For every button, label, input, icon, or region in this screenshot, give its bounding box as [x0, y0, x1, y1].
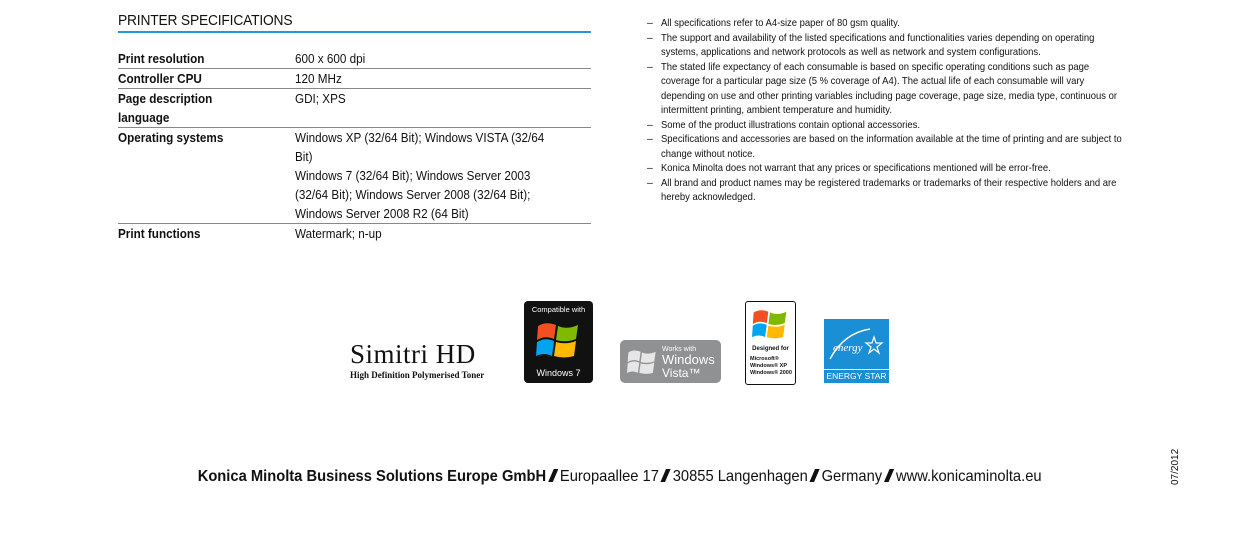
- row-value: 120 MHz: [295, 71, 342, 86]
- row-value: GDI; XPS: [295, 91, 346, 106]
- table-row: [118, 224, 591, 244]
- windows-vista-logo: Works with Windows Vista™: [620, 340, 721, 383]
- list-item: – Some of the product illustrations contain optional accessories.: [647, 118, 920, 131]
- row-value: Windows XP (32/64 Bit); Windows VISTA (32/64 Bit) Windows 7 (32/64 Bit); Windows Server 2003 (32/64 Bit); Windows Server 2008 (32/64 Bit); Windows Server 2008 R2 (64 Bit): [295, 130, 545, 221]
- separator-icon: [884, 469, 894, 482]
- separator-icon: [661, 469, 671, 482]
- footnotes-list: [647, 16, 1137, 205]
- row-key: Page description language: [118, 91, 213, 125]
- list-item: – Specifications and accessories are based on the information available at the time of printing and are subject to change without notice.: [647, 133, 1122, 160]
- row-key: Print resolution: [118, 51, 205, 66]
- table-row: [118, 128, 591, 224]
- windows-flag-icon: [627, 347, 657, 377]
- row-key: Operating systems: [118, 130, 224, 145]
- row-value: 600 x 600 dpi: [295, 51, 366, 66]
- footer-address: [0, 468, 1240, 486]
- list-item: – All brand and product names may be registered trademarks or trademarks of their respective holders and are hereby acknowledged.: [647, 176, 1117, 203]
- street: Europaallee 17: [560, 468, 660, 485]
- simitri-logo: Simitri HD High Definition Polymerised Toner: [350, 339, 485, 380]
- table-row: [118, 49, 591, 69]
- windows-xp-logo: Designed for Microsoft® Windows® XP Windows® 2000: [745, 301, 796, 385]
- row-key: Controller CPU: [118, 71, 202, 86]
- spec-table: [118, 49, 591, 243]
- row-key: Print functions: [118, 226, 201, 241]
- city: 30855 Langenhagen: [673, 468, 809, 485]
- windows7-logo: Compatible with Windows 7: [524, 301, 593, 383]
- divider: [824, 369, 889, 370]
- svg-text:energy: energy: [833, 342, 863, 354]
- country: Germany: [821, 468, 883, 485]
- list-item: – The support and availability of the listed specifications and functionalities varies depending on operating systems, applications and network protocols as well as network and system configurations.: [647, 31, 1095, 58]
- list-item: – Konica Minolta does not warrant that any prices or specifications mentioned will be error-free.: [647, 162, 1051, 174]
- windows-flag-icon: [750, 306, 790, 342]
- company-name: Konica Minolta Business Solutions Europe GmbH: [198, 468, 547, 485]
- list-item: – All specifications refer to A4-size paper of 80 gsm quality.: [647, 17, 900, 29]
- spec-title: PRINTER SPECIFICATIONS: [118, 12, 293, 29]
- print-date: 07/2012: [1170, 448, 1181, 485]
- row-value: Watermark; n-up: [295, 226, 382, 241]
- energy-star-icon: [824, 319, 889, 367]
- list-item: – The stated life expectancy of each consumable is based on specific operating conditions such as page coverage for a particular page size (5 % coverage of A4). The actual life of each consumable will vary depending on use and other printing variables including page coverage, page size, media type, continuous or intermittent printing, ambient temperature and humidity.: [647, 60, 1118, 116]
- separator-icon: [810, 469, 820, 482]
- title-rule: [118, 31, 591, 33]
- table-row: [118, 89, 591, 128]
- energy-star-logo: energy ENERGY STAR: [824, 319, 889, 383]
- separator-icon: [548, 469, 558, 482]
- website-link[interactable]: www.konicaminolta.eu: [896, 468, 1042, 485]
- table-row: [118, 69, 591, 89]
- windows-flag-icon: [536, 318, 580, 362]
